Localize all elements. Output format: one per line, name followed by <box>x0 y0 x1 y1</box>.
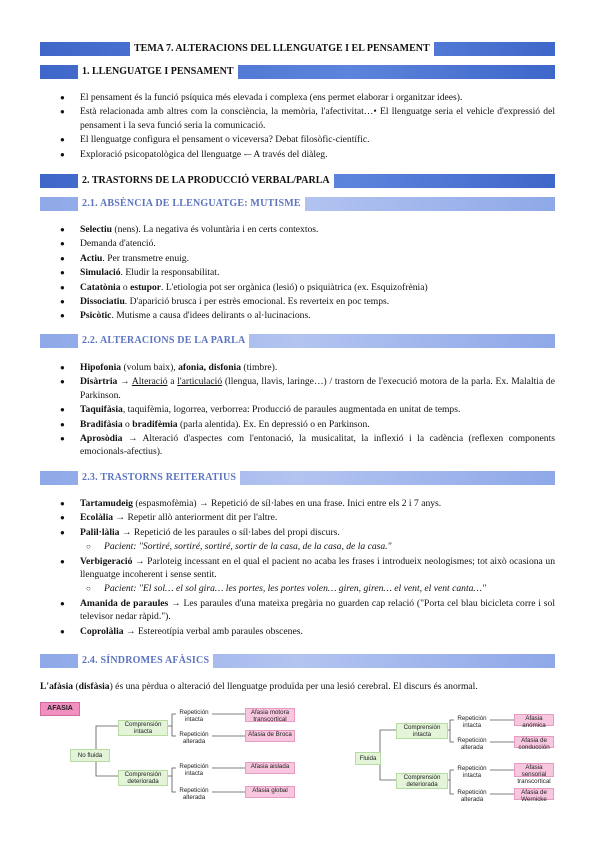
list-item <box>58 526 555 539</box>
section-1-list <box>58 91 555 161</box>
arrow: → <box>117 376 132 388</box>
term: Aprosòdia <box>80 433 123 445</box>
term: afonia, disfonia <box>178 362 242 373</box>
term: Ecolàlia <box>80 512 114 524</box>
connector: ( <box>73 681 79 692</box>
term: Amanida de paraules <box>80 597 169 609</box>
desc: (volum baix), <box>121 362 179 373</box>
term: Psicòtic <box>80 310 112 322</box>
node-leaf-left-2: Afasia de Broca <box>245 730 295 742</box>
node-leaf-right-3: Afasia sensorial transcortical <box>514 763 554 777</box>
node-rep-right-4: Repetición alterada <box>454 789 490 803</box>
term: Hipofonia <box>80 362 122 373</box>
term: L'afàsia <box>40 681 74 692</box>
term: Coprolàlia <box>80 625 124 637</box>
term: disfàsia <box>78 681 110 692</box>
list-item <box>58 309 555 322</box>
desc: (timbre). <box>241 362 278 373</box>
desc: → Repetir allò anteriorment dit per l'altre. <box>113 512 278 524</box>
node-leaf-right-4: Afasia de Wernicke <box>514 788 554 800</box>
connector: o <box>122 418 133 430</box>
term: Actiu <box>80 252 103 264</box>
desc: (llengua, llavis, laringe…) / trastorn de l'execució motora de la parla. Ex. Malaltia de Parkinson. <box>80 376 555 401</box>
list-item <box>58 418 555 431</box>
list-item <box>58 266 555 279</box>
term: Tartamudeig <box>80 498 133 509</box>
node-leaf-right-1: Afasia anómica <box>514 714 554 726</box>
desc: → Alteració d'aspectes com l'entonació, la musicalitat, la inflexió i la cadència (reflexen components emocionals-afectius). <box>80 433 555 458</box>
node-rep-left-4: Repetición alterada <box>176 787 212 801</box>
section-2-heading: 2. TRASTORNS DE LA PRODUCCIÓ VERBAL/PARLA <box>78 174 334 188</box>
list-item <box>58 237 555 250</box>
desc: (espasmofèmia) → Repetició de síl·labes en una frase. Inici entre els 2 i 7 anys. <box>132 498 442 509</box>
list-item <box>58 625 555 638</box>
section-23-list <box>58 497 555 638</box>
node-fluida: Fluida <box>355 752 381 765</box>
node-leaf-right-2: Afasia de conducción <box>514 736 554 748</box>
section-22-list <box>58 361 555 459</box>
section-24-heading: 2.4. SÍNDROMES AFÀSICS <box>78 654 213 668</box>
node-leaf-left-3: Afasia aislada <box>245 762 295 774</box>
desc: . Mutisme a causa d'idees delirants o al·lucinacions. <box>111 310 311 322</box>
term: Dissociatiu <box>80 296 125 308</box>
node-rep-right-1: Repetición intacta <box>454 715 490 729</box>
underlined-term: Alteració <box>131 376 168 388</box>
section-22-heading: 2.2. ALTERACIONS DE LA PARLA <box>78 334 249 348</box>
node-no-fluida: No fluida <box>70 749 110 762</box>
list-item: ○ Pacient: "Sortiré, sortiré, sortiré, sortir de la casa, de la casa, de la casa." <box>58 540 555 553</box>
underlined-term: l'articulació <box>177 376 223 388</box>
list-item <box>58 497 555 510</box>
desc: . Per transmetre enuig. <box>102 252 189 264</box>
desc: → Les paraules d'una mateixa pregària no guarden cap relació ("Porta cel blau bicicleta corre i sol televisor nedar ràpid."). <box>80 597 556 623</box>
node-comp-intacta-right: Comprensión intacta <box>396 723 448 739</box>
term: Taquifàsia <box>80 404 123 416</box>
term: bradifèmia <box>132 418 178 430</box>
node-comp-intacta-left: Comprensión intacta <box>118 720 168 736</box>
section-1-heading: 1. LLENGUATGE I PENSAMENT <box>78 65 238 79</box>
desc: . L'etiologia pot ser orgànica (lesió) o psiquiàtrica (ex. Esquizofrènia) <box>161 281 428 293</box>
node-rep-left-2: Repetición alterada <box>176 731 212 745</box>
list-item <box>58 432 555 459</box>
list-item <box>58 295 555 308</box>
node-comp-deteriorada-right: Comprensión deteriorada <box>396 773 448 789</box>
connector: o <box>120 281 131 293</box>
term: Disàrtria <box>80 376 118 388</box>
aphasia-diagram <box>40 702 555 832</box>
list-item: ○ Pacient: "El sol… el sol gira… les portes, les portes volen… giren, giren… el vent, el vent canta…" <box>58 582 555 595</box>
node-rep-left-1: Repetición intacta <box>176 709 212 723</box>
list-item <box>58 403 555 416</box>
desc: . Eludir la responsabilitat. <box>120 267 220 279</box>
list-item: ● El pensament és la funció psíquica més elevada i complexa (ens permet elaborar i organitzar idees). <box>58 91 555 104</box>
list-item <box>58 361 555 374</box>
list-item <box>58 555 555 582</box>
list-item: ● El llenguatge configura el pensament o viceversa? Debat filosòfic-científic. <box>58 133 555 146</box>
list-item <box>58 252 555 265</box>
desc: → Parloteig incessant en el qual el pacient no acaba les frases i introdueix neologismes; tot això ocasiona un llenguatge incoherent i sense sentit. <box>80 555 555 581</box>
node-rep-left-3: Repetición intacta <box>176 763 212 777</box>
node-leaf-left-4: Afasia global <box>245 786 295 798</box>
desc: (parla alentida). Ex. En depressió o en Parkinson. <box>177 418 370 430</box>
diagram-title: AFASIA <box>40 702 80 716</box>
term: estupor <box>130 281 162 293</box>
term: Simulació <box>80 267 121 279</box>
desc: → Repetició de les paraules o síl·labes del propi discurs. <box>119 526 340 538</box>
list-item <box>58 597 555 624</box>
desc: , taquifèmia, logorrea, verborrea: Producció de paraules augmentada en unitat de temps. <box>122 404 461 416</box>
list-item: ● Està relacionada amb altres com la consciència, la memòria, l'afectivitat…• El llenguatge seria el vehicle d'expressió del pensament i la seva funció seria la comunicació. <box>58 105 555 132</box>
node-rep-right-3: Repetición intacta <box>454 765 490 779</box>
term: Catatònia <box>80 281 121 293</box>
list-item <box>58 281 555 294</box>
list-item <box>58 511 555 524</box>
aphasia-intro <box>40 680 555 693</box>
node-comp-deteriorada-left: Comprensión deteriorada <box>118 770 168 786</box>
term: Selectiu <box>80 224 112 235</box>
term: Palil·làlia <box>80 526 120 538</box>
list-item: ● Exploració psicopatològica del llenguatge -– A través del diàleg. <box>58 148 555 161</box>
desc: → Estereotípia verbal amb paraules obscenes. <box>123 625 303 637</box>
term: Bradifàsia <box>80 418 123 430</box>
desc: a <box>167 376 178 388</box>
desc: (nens). La negativa és voluntària i en certs contextos. <box>111 224 319 235</box>
desc: ) és una pèrdua o alteració del llenguatge produïda per una lesió cerebral. El discurs és anormal. <box>109 681 478 692</box>
term: Verbigeració <box>80 555 133 567</box>
list-item <box>58 223 555 236</box>
node-rep-right-2: Repetición alterada <box>454 737 490 751</box>
page-title: TEMA 7. ALTERACIONS DEL LLENGUATGE I EL PENSAMENT <box>130 42 434 56</box>
node-leaf-left-1: Afasia motora transcortical <box>245 708 295 722</box>
desc: Demanda d'atenció. <box>80 238 156 250</box>
section-21-heading: 2.1. ABSÈNCIA DE LLENGUATGE: MUTISME <box>78 197 305 211</box>
desc: . D'aparició brusca i per estrès emocional. Es reverteix en poc temps. <box>124 296 390 308</box>
section-21-list <box>58 223 555 323</box>
list-item <box>58 375 555 402</box>
section-23-heading: 2.3. TRASTORNS REITERATIUS <box>78 471 240 485</box>
